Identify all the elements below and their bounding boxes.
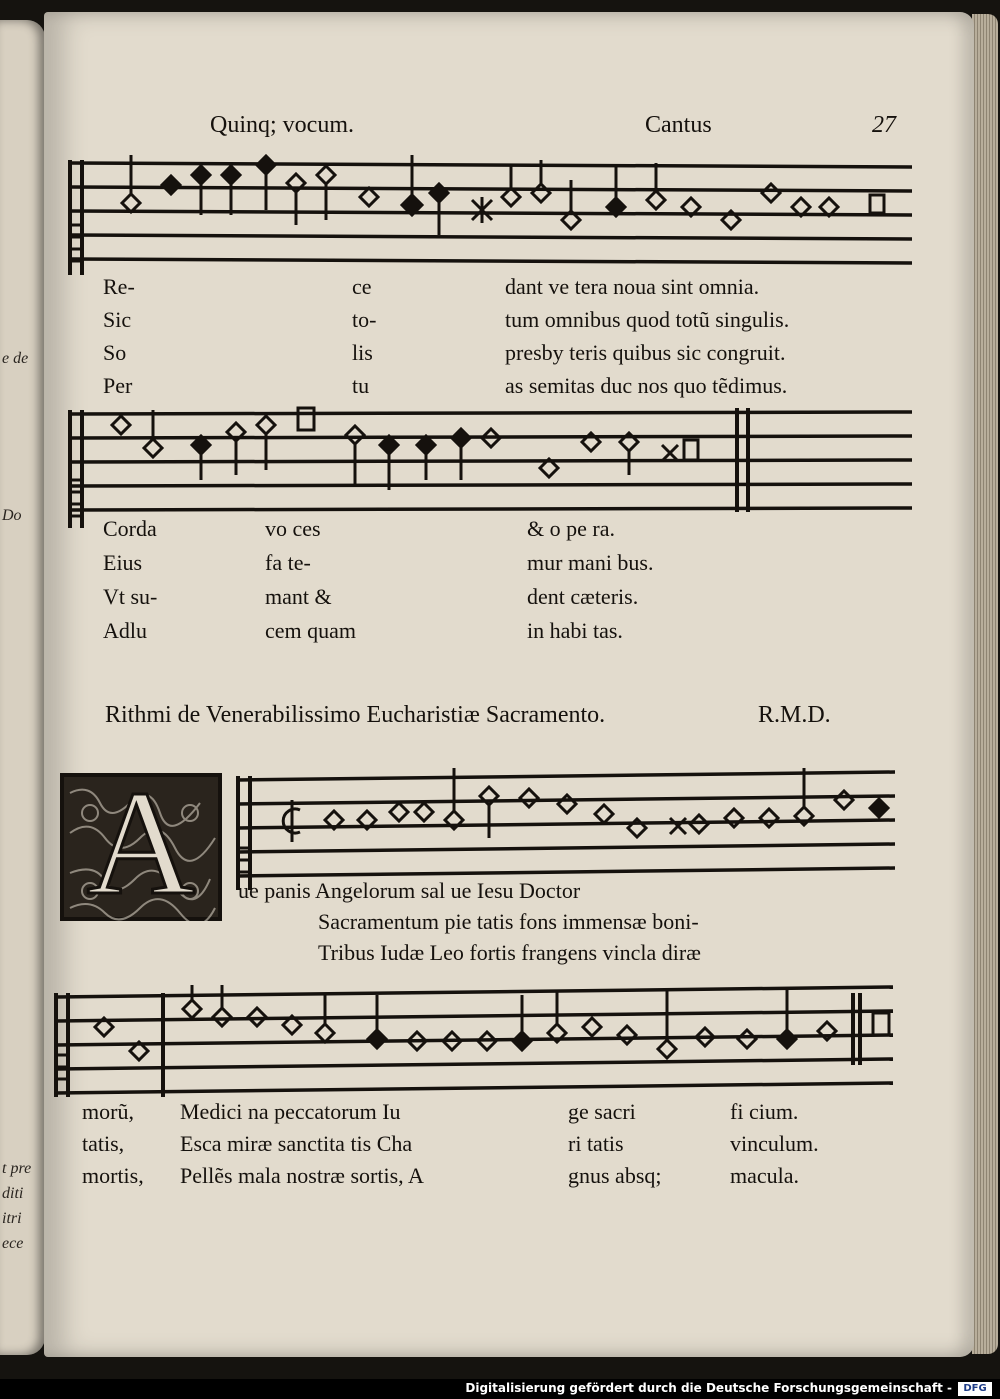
lyric-syllable: Re- xyxy=(103,274,135,299)
lyric-syllable: ge sacri xyxy=(568,1099,636,1124)
left-page-fragment: ece xyxy=(2,1235,24,1252)
block4-col3 xyxy=(568,1096,662,1192)
block1-col3 xyxy=(505,270,789,402)
lyric-line: mur mani bus. xyxy=(527,550,654,575)
lyric-syllable: So xyxy=(103,340,127,365)
lyric-line: presby teris quibus sic congruit. xyxy=(505,340,786,365)
lyric-line: & o pe ra. xyxy=(527,516,615,541)
lyric-syllable: tatis, xyxy=(82,1131,125,1156)
lyric-line: dent cæteris. xyxy=(527,584,639,609)
lyric-syllable: ce xyxy=(352,274,372,299)
lyric-line: Sacramentum pie tatis fons immensæ boni- xyxy=(318,909,699,934)
left-page-edge xyxy=(0,20,45,1355)
section-author: R.M.D. xyxy=(758,702,831,728)
lyric-line: as semitas duc nos quo tẽdimus. xyxy=(505,373,788,398)
lyric-line: Esca miræ sanctita tis Cha xyxy=(180,1131,413,1156)
block2-col2 xyxy=(265,512,356,648)
block4-col4 xyxy=(730,1096,819,1192)
lyric-line: ue panis Angelorum sal ue Iesu Doctor xyxy=(238,878,581,903)
lyric-line: Tribus Iudæ Leo fortis frangens vincla diræ xyxy=(318,940,701,965)
lyric-syllable: Sic xyxy=(103,307,132,332)
lyric-syllable: gnus absq; xyxy=(568,1163,662,1188)
block1-col2 xyxy=(352,270,376,402)
lyric-syllable: vinculum. xyxy=(730,1131,819,1156)
lyric-syllable: to- xyxy=(352,307,377,332)
lyric-syllable: Eius xyxy=(103,550,143,575)
lyric-syllable: Corda xyxy=(103,516,157,541)
decorated-initial xyxy=(60,760,222,926)
left-page-fragment: itri xyxy=(2,1210,22,1227)
left-page-fragment: diti xyxy=(2,1185,24,1202)
lyric-line: tum omnibus quod totũ singulis. xyxy=(505,307,790,332)
music-staff-1 xyxy=(62,145,920,285)
dfg-logo: DFG xyxy=(958,1382,992,1396)
lyric-syllable: morũ, xyxy=(82,1099,134,1124)
header-center: Cantus xyxy=(645,112,712,138)
digitization-footer xyxy=(0,1379,1000,1399)
lyric-line: in habi tas. xyxy=(527,618,623,643)
block3-lines xyxy=(238,875,701,968)
music-staff-2 xyxy=(62,400,920,535)
lyric-syllable: mant & xyxy=(265,584,332,609)
lyric-syllable: ri tatis xyxy=(568,1131,624,1156)
lyric-syllable: Per xyxy=(103,373,133,398)
lyric-syllable: lis xyxy=(352,340,373,365)
initial-letter: A xyxy=(86,760,196,926)
block1-col1 xyxy=(103,270,135,402)
section-title: Rithmi de Venerabilissimo Eucharistiæ Sacramento. xyxy=(105,702,606,728)
left-page-fragment: t pre xyxy=(2,1160,32,1177)
lyric-line: dant ve tera noua sint omnia. xyxy=(505,274,760,299)
lyric-syllable: Vt su- xyxy=(103,584,158,609)
lyric-syllable: fi cium. xyxy=(730,1099,799,1124)
lyric-syllable: Adlu xyxy=(103,618,147,643)
left-page-fragment: Do xyxy=(2,507,22,524)
block4-col2 xyxy=(180,1096,424,1192)
music-staff-4 xyxy=(48,985,900,1100)
page-number: 27 xyxy=(872,112,896,138)
lyric-syllable: fa te- xyxy=(265,550,311,575)
lyric-syllable: vo ces xyxy=(265,516,321,541)
page-edges xyxy=(972,14,998,1354)
lyric-line: Medici na peccatorum Iu xyxy=(180,1099,401,1124)
left-page-fragment: e de xyxy=(2,350,29,367)
lyric-syllable: mortis, xyxy=(82,1163,144,1188)
block4-col1 xyxy=(82,1096,144,1192)
block2-col3 xyxy=(527,512,654,648)
lyric-syllable: macula. xyxy=(730,1163,800,1188)
block2-col1 xyxy=(103,512,157,648)
footer-text: Digitalisierung gefördert durch die Deutsche Forschungsgemeinschaft - xyxy=(465,1381,952,1395)
lyric-syllable: tu xyxy=(352,373,370,398)
lyric-line: Pellẽs mala nostræ sortis, A xyxy=(180,1163,424,1188)
lyric-syllable: cem quam xyxy=(265,618,357,643)
header-left: Quinq; vocum. xyxy=(210,112,354,138)
